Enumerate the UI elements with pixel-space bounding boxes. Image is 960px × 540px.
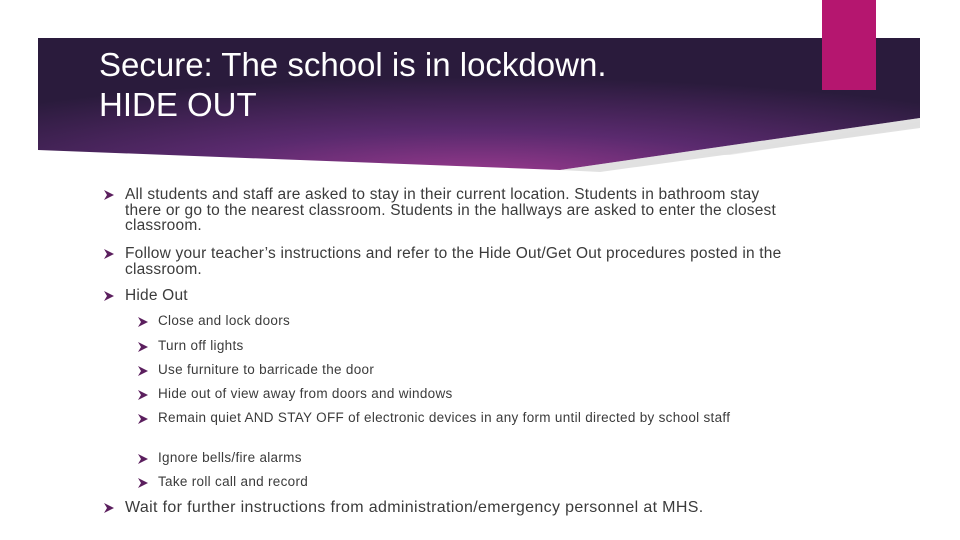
list-item bbox=[104, 187, 784, 234]
sub-list-item bbox=[138, 314, 788, 328]
sub-bullet-text: Ignore bells/fire alarms bbox=[158, 450, 302, 465]
list-item bbox=[104, 500, 824, 516]
bullet-icon bbox=[138, 414, 148, 424]
sub-list-item bbox=[138, 451, 788, 465]
sub-bullet-text: Hide out of view away from doors and windows bbox=[158, 386, 453, 401]
sub-bullet-text: Turn off lights bbox=[158, 338, 244, 353]
bullet-text: Follow your teacher’s instructions and refer to the Hide Out/Get Out procedures posted in the classroom. bbox=[125, 245, 782, 278]
sub-list-item bbox=[138, 363, 788, 377]
sub-list-item bbox=[138, 411, 788, 425]
sub-bullet-text: Use furniture to barricade the door bbox=[158, 362, 375, 377]
sub-bullet-text: Take roll call and record bbox=[158, 474, 309, 489]
sub-list-item bbox=[138, 339, 788, 353]
sub-bullet-text: Close and lock doors bbox=[158, 313, 291, 328]
bullet-icon bbox=[138, 342, 148, 352]
sub-list-item bbox=[138, 387, 788, 401]
bullet-text: Wait for further instructions from administration/emergency personnel at MHS. bbox=[125, 499, 704, 516]
bullet-text: All students and staff are asked to stay in their current location. Students in bathroom stay there or go to the nearest classroom. Students in the hallways are asked to enter the closest classroom. bbox=[125, 186, 777, 234]
sub-bullet-text: Remain quiet AND STAY OFF of electronic devices in any form until directed by school staff bbox=[158, 410, 731, 425]
bullet-icon bbox=[138, 454, 148, 464]
bullet-icon bbox=[104, 503, 114, 513]
title-line-1: Secure: The school is in lockdown. bbox=[99, 46, 607, 83]
list-item bbox=[104, 288, 784, 304]
title-line-2: HIDE OUT bbox=[99, 86, 257, 123]
bullet-icon bbox=[138, 317, 148, 327]
list-item bbox=[104, 246, 784, 277]
sub-list-item bbox=[138, 475, 788, 489]
bullet-icon bbox=[104, 291, 114, 301]
bullet-icon bbox=[104, 249, 114, 259]
bullet-icon bbox=[138, 366, 148, 376]
bullet-text: Hide Out bbox=[125, 287, 188, 304]
bullet-icon bbox=[104, 190, 114, 200]
bullet-icon bbox=[138, 390, 148, 400]
bullet-icon bbox=[138, 478, 148, 488]
